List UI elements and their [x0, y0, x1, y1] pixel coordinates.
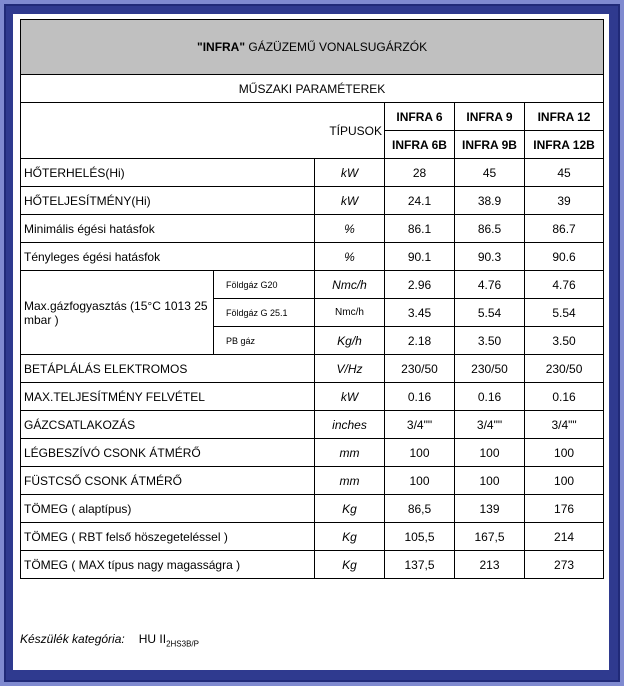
- row-value: 39: [525, 187, 604, 215]
- table-row: [21, 243, 604, 271]
- row-value: 86.1: [385, 215, 455, 243]
- row-label: HŐTELJESÍTMÉNY(Hi): [21, 187, 315, 215]
- table-row: [21, 187, 604, 215]
- row-label: HŐTERHELÉS(Hi): [21, 159, 315, 187]
- device-category: [20, 632, 199, 648]
- row-value: 3/4"": [385, 411, 455, 439]
- row-label: TÖMEG ( RBT felső höszegeteléssel ): [21, 523, 315, 551]
- row-value: 45: [455, 159, 525, 187]
- row-label: MAX.TELJESÍTMÉNY FELVÉTEL: [21, 383, 315, 411]
- row-value: 90.1: [385, 243, 455, 271]
- category-value: HU II: [138, 632, 167, 646]
- row-value: 90.6: [525, 243, 604, 271]
- row-value: 105,5: [385, 523, 455, 551]
- row-value: 0.16: [455, 383, 525, 411]
- table-row: [21, 411, 604, 439]
- row-value: 100: [385, 467, 455, 495]
- row-label: LÉGBESZÍVÓ CSONK ÁTMÉRŐ: [21, 439, 315, 467]
- row-value: 230/50: [385, 355, 455, 383]
- row-value: 45: [525, 159, 604, 187]
- category-sub: 2HS3B/P: [166, 639, 199, 649]
- row-value: 213: [455, 551, 525, 579]
- row-value: 86.7: [525, 215, 604, 243]
- row-value: 100: [525, 439, 604, 467]
- row-value: 2.96: [385, 271, 455, 299]
- table-row: [21, 159, 604, 187]
- row-label: Tényleges égési hatásfok: [21, 243, 315, 271]
- row-value: 3/4"": [455, 411, 525, 439]
- row-value: 230/50: [525, 355, 604, 383]
- table-row: [21, 215, 604, 243]
- row-unit: kW: [315, 159, 385, 187]
- row-value: 38.9: [455, 187, 525, 215]
- row-label: TÖMEG ( MAX típus nagy magasságra ): [21, 551, 315, 579]
- title-brand: "INFRA": [197, 40, 246, 54]
- row-unit: Nmc/h: [315, 271, 385, 299]
- row-value: 139: [455, 495, 525, 523]
- gas-type: Földgáz G20: [214, 271, 315, 299]
- row-label: TÖMEG ( alaptípus): [21, 495, 315, 523]
- row-value: 137,5: [385, 551, 455, 579]
- model-header: INFRA 6B: [385, 131, 455, 159]
- row-value: 24.1: [385, 187, 455, 215]
- row-label: BETÁPLÁLÁS ELEKTROMOS: [21, 355, 315, 383]
- types-label: TÍPUSOK: [21, 103, 385, 159]
- table-row: [21, 355, 604, 383]
- row-value: 176: [525, 495, 604, 523]
- row-value: 167,5: [455, 523, 525, 551]
- row-value: 5.54: [455, 299, 525, 327]
- row-value: 86,5: [385, 495, 455, 523]
- model-header: INFRA 9B: [455, 131, 525, 159]
- category-label: Készülék kategória:: [20, 632, 125, 646]
- row-value: 28: [385, 159, 455, 187]
- row-unit: Kg: [315, 551, 385, 579]
- row-value: 86.5: [455, 215, 525, 243]
- row-value: 0.16: [525, 383, 604, 411]
- row-value: 100: [385, 439, 455, 467]
- section-header: MŰSZAKI PARAMÉTEREK: [21, 75, 604, 103]
- model-header: INFRA 12B: [525, 131, 604, 159]
- table-row: [21, 271, 604, 299]
- gas-type: Földgáz G 25.1: [214, 299, 315, 327]
- gas-type: PB gáz: [214, 327, 315, 355]
- row-value: 100: [525, 467, 604, 495]
- table-row: [21, 523, 604, 551]
- row-value: 3.50: [455, 327, 525, 355]
- row-unit: mm: [315, 439, 385, 467]
- row-value: 273: [525, 551, 604, 579]
- row-unit: inches: [315, 411, 385, 439]
- spec-table: [20, 19, 604, 579]
- row-label: FÜSTCSŐ CSONK ÁTMÉRŐ: [21, 467, 315, 495]
- row-unit: Kg: [315, 495, 385, 523]
- model-header: INFRA 9: [455, 103, 525, 131]
- row-unit: %: [315, 215, 385, 243]
- row-value: 2.18: [385, 327, 455, 355]
- row-unit: V/Hz: [315, 355, 385, 383]
- row-value: 3.45: [385, 299, 455, 327]
- row-value: 90.3: [455, 243, 525, 271]
- table-row: [21, 439, 604, 467]
- row-value: 100: [455, 439, 525, 467]
- row-value: 3.50: [525, 327, 604, 355]
- row-unit: Kg/h: [315, 327, 385, 355]
- row-label: GÁZCSATLAKOZÁS: [21, 411, 315, 439]
- row-unit: mm: [315, 467, 385, 495]
- gas-consumption-label: Max.gázfogyasztás (15°C 1013 25 mbar ): [21, 271, 214, 355]
- row-value: 3/4"": [525, 411, 604, 439]
- row-value: 4.76: [455, 271, 525, 299]
- row-unit: %: [315, 243, 385, 271]
- row-value: 100: [455, 467, 525, 495]
- row-value: 230/50: [455, 355, 525, 383]
- table-row: [21, 551, 604, 579]
- row-unit: kW: [315, 383, 385, 411]
- row-value: 214: [525, 523, 604, 551]
- table-row: [21, 495, 604, 523]
- row-value: 5.54: [525, 299, 604, 327]
- document-page: [13, 14, 609, 670]
- row-value: 0.16: [385, 383, 455, 411]
- row-unit: Nmc/h: [315, 299, 385, 327]
- row-unit: Kg: [315, 523, 385, 551]
- table-title: [21, 20, 604, 75]
- row-unit: kW: [315, 187, 385, 215]
- row-label: Minimális égési hatásfok: [21, 215, 315, 243]
- row-value: 4.76: [525, 271, 604, 299]
- title-rest: GÁZÜZEMŰ VONALSUGÁRZÓK: [245, 40, 428, 54]
- model-header: INFRA 6: [385, 103, 455, 131]
- table-row: [21, 383, 604, 411]
- model-header: INFRA 12: [525, 103, 604, 131]
- table-row: [21, 467, 604, 495]
